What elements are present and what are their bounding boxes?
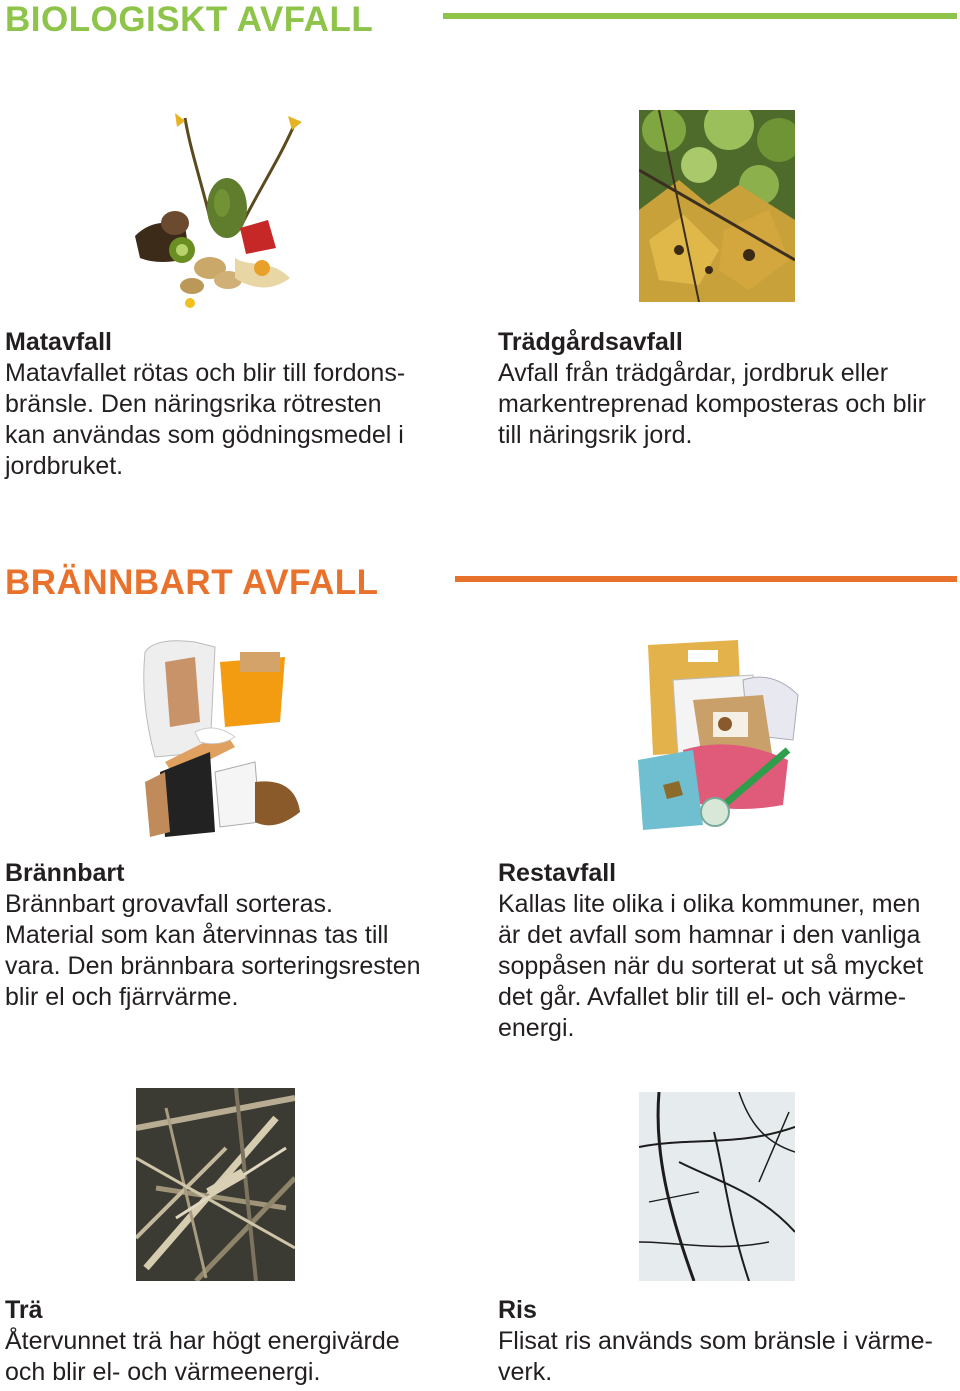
- item-line: Material som kan återvinnas tas till: [5, 921, 389, 949]
- brush-twigs-photo: [639, 1092, 795, 1281]
- item-line: blir el och fjärrvärme.: [5, 983, 239, 1011]
- section-rule-biologiskt: [443, 13, 957, 19]
- text-block-ris: [498, 1295, 958, 1388]
- item-line: bränsle. Den näringsrika rötresten: [5, 390, 382, 418]
- section-title-brannbart-avfall: BRÄNNBART AVFALL: [5, 563, 379, 602]
- item-line: till näringsrik jord.: [498, 421, 693, 449]
- garden-waste-photo: [639, 110, 795, 302]
- text-block-tra: [5, 1295, 455, 1388]
- item-line: och blir el- och värmeenergi.: [5, 1358, 321, 1386]
- item-line: Brännbart grovavfall sorteras.: [5, 890, 333, 918]
- item-title-ris: Ris: [498, 1296, 537, 1324]
- item-line: Matavfallet rötas och blir till fordons-: [5, 359, 406, 387]
- item-line: soppåsen när du sorterat ut så mycket: [498, 952, 924, 980]
- item-line: det går. Avfallet blir till el- och värme-: [498, 983, 907, 1011]
- item-title-restavfall: Restavfall: [498, 859, 617, 887]
- item-line: är det avfall som hamnar i den vanliga: [498, 921, 921, 949]
- section-rule-brannbart: [455, 576, 957, 582]
- text-block-matavfall: [5, 327, 445, 482]
- item-line: kan användas som gödningsmedel i: [5, 421, 404, 449]
- text-block-brannbart: [5, 858, 455, 1013]
- item-line: vara. Den brännbara sorteringsresten: [5, 952, 421, 980]
- food-waste-photo: [130, 108, 310, 313]
- section-title-biologiskt-avfall: BIOLOGISKT AVFALL: [5, 0, 374, 39]
- item-line: Kallas lite olika i olika kommuner, men: [498, 890, 921, 918]
- item-line: verk.: [498, 1358, 553, 1386]
- item-title-matavfall: Matavfall: [5, 328, 112, 356]
- residual-waste-photo: [633, 640, 803, 840]
- item-title-tradgardsavfall: Trädgårdsavfall: [498, 328, 683, 356]
- bulky-combustible-photo: [135, 632, 305, 842]
- item-line: energi.: [498, 1014, 575, 1042]
- item-line: Avfall från trädgårdar, jordbruk eller: [498, 359, 889, 387]
- item-title-brannbart: Brännbart: [5, 859, 125, 887]
- wood-waste-photo: [136, 1088, 295, 1281]
- item-line: Flisat ris används som bränsle i värme-: [498, 1327, 933, 1355]
- item-title-tra: Trä: [5, 1296, 43, 1324]
- item-line: jordbruket.: [5, 452, 124, 480]
- text-block-restavfall: [498, 858, 958, 1044]
- item-line: markentreprenad komposteras och blir: [498, 390, 926, 418]
- item-line: Återvunnet trä har högt energivärde: [5, 1327, 400, 1355]
- text-block-tradgardsavfall: [498, 327, 958, 451]
